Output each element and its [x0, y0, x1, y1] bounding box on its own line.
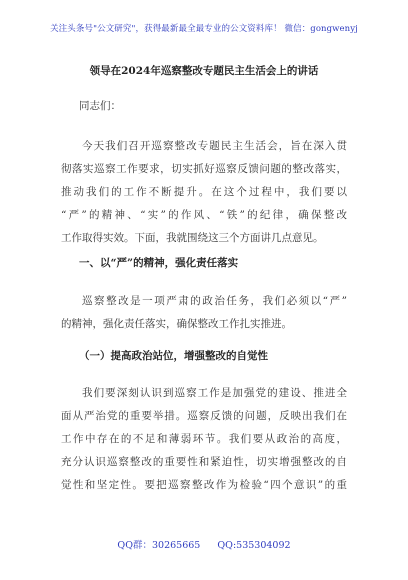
- paragraph-section-1: [61, 290, 347, 336]
- header-promo-note: 关注头条号"公文研究"，获得最新最全最专业的公文资料库！ 微信：gongwenyj: [50, 24, 358, 34]
- document-title: 领导在2024年巡察整改专题民主生活会上的讲话: [89, 65, 319, 77]
- paragraph-line: “严”的精神、“实”的作风、“铁”的纪律，确保整改: [61, 209, 347, 221]
- paragraph-line: 工作取得实效。下面，我就围绕这三个方面讲几点意见。: [61, 232, 324, 244]
- paragraph-line: 我们要深刻认识到巡察工作是加强党的建设、推进全: [82, 387, 347, 399]
- salutation: 同志们：: [79, 100, 121, 112]
- paragraph-line: 充分认识巡察整改的重要性和紧迫性，切实增强整改的自: [61, 456, 347, 468]
- paragraph-line: 巡察整改是一项严肃的政治任务，我们必须以“严”: [82, 295, 347, 307]
- section-heading-1: 一、以“严”的精神，强化责任落实: [79, 257, 239, 269]
- paragraph-line: 工作中存在的不足和薄弱环节。我们要从政治的高度，: [61, 433, 347, 445]
- paragraph-line: 的精神，强化责任落实，确保整改工作扎实推进。: [61, 318, 292, 330]
- paragraph-intro: [61, 135, 347, 250]
- subsection-heading-1: （一）提高政治站位，增强整改的自觉性: [79, 350, 268, 362]
- paragraph-line: 彻落实巡察工作要求，切实抓好巡察反馈问题的整改落实，: [61, 163, 347, 175]
- paragraph-line: 今天我们召开巡察整改专题民主生活会，旨在深入贯: [82, 140, 347, 152]
- paragraph-line: 推动我们的工作不断提升。在这个过程中，我们要以: [61, 186, 347, 198]
- paragraph-line: 面从严治党的重要举措。巡察反馈的问题，反映出我们在: [61, 410, 347, 422]
- paragraph-subsection-1: [61, 382, 347, 497]
- paragraph-line: 觉性和坚定性。要把巡察整改作为检验“四个意识”的重: [61, 479, 347, 491]
- footer-qq-group: QQ群：30265665: [117, 540, 201, 551]
- footer-qq-number: QQ:535304092: [217, 540, 291, 551]
- footer-contact: [0, 537, 408, 551]
